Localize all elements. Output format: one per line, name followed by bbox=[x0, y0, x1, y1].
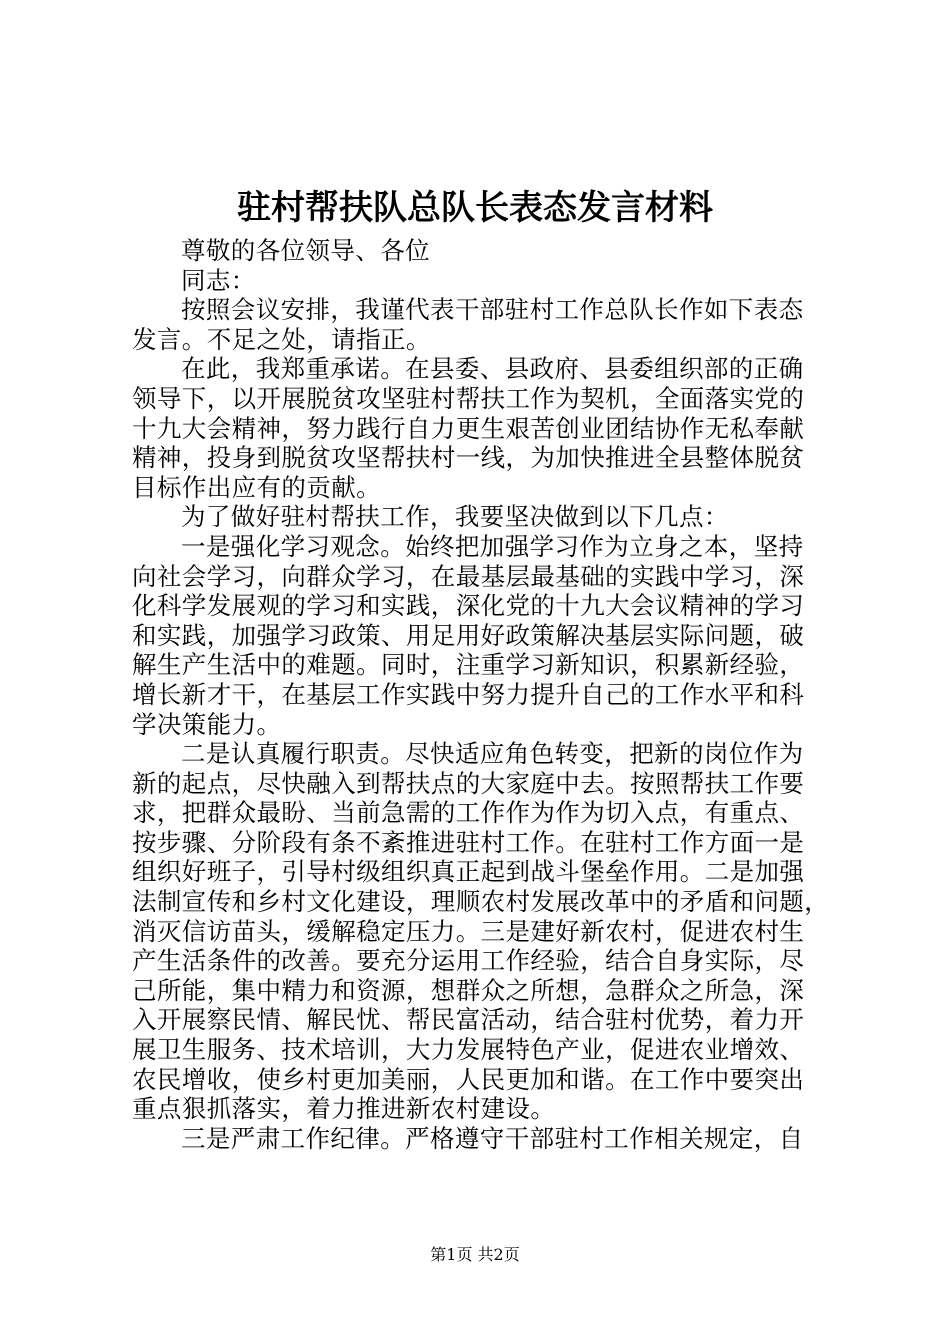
text-line: 二是认真履行职责。尽快适应角色转变，把新的岗位作为 bbox=[181, 739, 804, 769]
text-line: 精神，投身到脱贫攻坚帮扶村一线，为加快推进全县整体脱贫 bbox=[132, 443, 805, 473]
text-line: 尊敬的各位领导、各位 bbox=[181, 236, 430, 265]
text-line: 向社会学习，向群众学习，在最基层最基础的实践中学习，深 bbox=[132, 561, 805, 591]
body-text bbox=[132, 236, 832, 1153]
text-line: 重点狠抓落实，着力推进新农村建设。 bbox=[132, 1094, 556, 1124]
text-line: 化科学发展观的学习和实践，深化党的十九大会议精神的学习 bbox=[132, 591, 805, 621]
text-line: 和实践，加强学习政策、用足用好政策解决基层实际问题，破 bbox=[132, 620, 805, 650]
text-line: 组织好班子，引导村级组织真正起到战斗堡垒作用。二是加强 bbox=[132, 857, 805, 887]
text-line: 三是严肃工作纪律。严格遵守干部驻村工作相关规定，自 bbox=[181, 1123, 804, 1153]
text-line: 己所能，集中精力和资源，想群众之所想，急群众之所急，深 bbox=[132, 975, 805, 1005]
text-line: 新的起点，尽快融入到帮扶点的大家庭中去。按照帮扶工作要 bbox=[132, 768, 805, 798]
page-footer: 第1页 共2页 bbox=[430, 1245, 520, 1264]
page-title: 驻村帮扶队总队长表态发言材料 bbox=[237, 188, 713, 228]
text-line: 目标作出应有的贡献。 bbox=[132, 472, 381, 502]
text-line: 产生活条件的改善。要充分运用工作经验，结合自身实际，尽 bbox=[132, 946, 805, 976]
text-line: 同志： bbox=[181, 265, 256, 295]
text-line: 按步骤、分阶段有条不紊推进驻村工作。在驻村工作方面一是 bbox=[132, 827, 805, 857]
text-line: 按照会议安排，我谨代表干部驻村工作总队长作如下表态 bbox=[181, 295, 804, 325]
text-line: 发言。不足之处，请指正。 bbox=[132, 324, 431, 354]
text-line: 解生产生活中的难题。同时，注重学习新知识，积累新经验， bbox=[132, 650, 805, 680]
text-line: 展卫生服务、技术培训，大力发展特色产业，促进农业增效、 bbox=[132, 1035, 805, 1065]
text-line: 法制宣传和乡村文化建设，理顺农村发展改革中的矛盾和问题， bbox=[132, 887, 830, 917]
text-line: 领导下，以开展脱贫攻坚驻村帮扶工作为契机，全面落实党的 bbox=[132, 383, 805, 413]
text-line: 求，把群众最盼、当前急需的工作作为作为切入点，有重点、 bbox=[132, 798, 805, 828]
text-line: 在此，我郑重承诺。在县委、县政府、县委组织部的正确 bbox=[181, 354, 804, 384]
text-line: 增长新才干，在基层工作实践中努力提升自己的工作水平和科 bbox=[132, 679, 805, 709]
text-line: 农民增收，使乡村更加美丽，人民更加和谐。在工作中要突出 bbox=[132, 1064, 805, 1094]
text-line: 一是强化学习观念。始终把加强学习作为立身之本，坚持 bbox=[181, 531, 804, 561]
text-line: 入开展察民情、解民忧、帮民富活动，结合驻村优势，着力开 bbox=[132, 1005, 805, 1035]
text-line: 十九大会精神，努力践行自力更生艰苦创业团结协作无私奉献 bbox=[132, 413, 805, 443]
text-line: 消灭信访苗头，缓解稳定压力。三是建好新农村，促进农村生 bbox=[132, 916, 805, 946]
text-line: 为了做好驻村帮扶工作，我要坚决做到以下几点： bbox=[181, 502, 729, 532]
text-line: 学决策能力。 bbox=[132, 709, 282, 739]
